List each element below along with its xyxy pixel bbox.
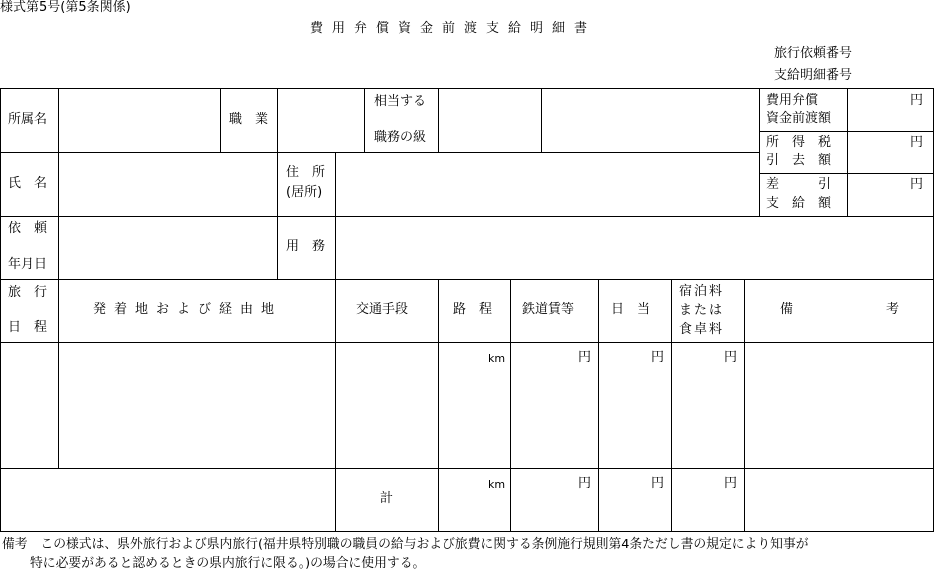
net-amount-field[interactable] bbox=[849, 175, 931, 215]
total-lodging-yen-unit: 円 bbox=[724, 476, 738, 491]
business-field[interactable] bbox=[337, 218, 931, 278]
remarks-header-b: 考 bbox=[886, 302, 900, 317]
rail-fare-header: 鉄道賃等 bbox=[522, 302, 575, 317]
lodging-header-2: または bbox=[679, 303, 725, 318]
duty-grade-extra-field[interactable] bbox=[543, 90, 757, 150]
rail-fare-yen-unit: 円 bbox=[578, 350, 592, 365]
form-title: 費用弁償資金前渡支給明細書 bbox=[310, 21, 597, 36]
address-label-1: 住 所 bbox=[286, 165, 326, 180]
advance-amount-field[interactable] bbox=[849, 90, 931, 130]
itinerary-schedule-field[interactable] bbox=[2, 344, 57, 467]
total-label: 計 bbox=[380, 491, 394, 506]
advance-amount-label-1: 費用弁償 bbox=[766, 93, 819, 108]
request-date-label-2: 年月日 bbox=[8, 257, 48, 272]
tax-label-2: 引 去 額 bbox=[766, 153, 832, 168]
department-label: 所属名 bbox=[8, 112, 48, 127]
payment-number-label: 支給明細番号 bbox=[774, 68, 853, 83]
tax-yen-unit: 円 bbox=[910, 135, 924, 150]
advance-amount-label-2: 資金前渡額 bbox=[766, 111, 832, 126]
itinerary-label-2: 日 程 bbox=[8, 320, 48, 335]
transport-header: 交通手段 bbox=[356, 302, 409, 317]
equivalent-label: 相当する bbox=[374, 94, 427, 109]
distance-km-unit: km bbox=[488, 352, 506, 365]
total-rail-yen-unit: 円 bbox=[578, 476, 592, 491]
address-label-2: (居所) bbox=[286, 185, 323, 200]
tax-amount-field[interactable] bbox=[849, 133, 931, 172]
daily-yen-unit: 円 bbox=[651, 350, 665, 365]
duty-grade-label: 職務の級 bbox=[374, 130, 427, 145]
total-rail-fare-field[interactable] bbox=[512, 492, 597, 530]
rail-fare-field[interactable] bbox=[512, 366, 597, 466]
distance-header: 路 程 bbox=[453, 302, 493, 317]
business-label: 用 務 bbox=[286, 239, 326, 254]
route-header: 発着地および経由地 bbox=[93, 302, 283, 317]
net-yen-unit: 円 bbox=[910, 177, 924, 192]
lodging-field[interactable] bbox=[673, 366, 743, 466]
net-label-2: 支 給 額 bbox=[766, 196, 832, 211]
form-number: 様式第5号(第5条関係) bbox=[0, 0, 131, 15]
request-date-label-1: 依 頼 bbox=[8, 221, 48, 236]
net-label-1: 差 引 bbox=[766, 177, 832, 192]
name-label: 氏 名 bbox=[8, 176, 48, 191]
total-lodging-field[interactable] bbox=[673, 492, 743, 530]
remarks-header-a: 備 bbox=[780, 302, 794, 317]
itinerary-label-1: 旅 行 bbox=[8, 285, 48, 300]
occupation-label: 職 業 bbox=[229, 112, 269, 127]
tax-label-1: 所 得 税 bbox=[766, 135, 832, 150]
lodging-yen-unit: 円 bbox=[724, 350, 738, 365]
address-field[interactable] bbox=[337, 154, 757, 214]
total-daily-field[interactable] bbox=[600, 492, 670, 530]
total-distance-km-unit: km bbox=[488, 478, 506, 491]
department-field[interactable] bbox=[60, 90, 218, 150]
daily-allowance-field[interactable] bbox=[600, 366, 670, 466]
footer-note-line-1: 備考 この様式は、県外旅行および県内旅行(福井県特別職の職員の給与および旅費に関する条例施行規則第4条ただし書の規定により知事が bbox=[2, 537, 809, 552]
daily-allowance-header: 日 当 bbox=[611, 302, 651, 317]
request-number-label: 旅行依頼番号 bbox=[774, 46, 853, 61]
lodging-header-3: 食卓料 bbox=[679, 322, 725, 337]
total-daily-yen-unit: 円 bbox=[651, 476, 665, 491]
footer-note-line-2: 特に必要があると認めるときの県内旅行に限る。)の場合に使用する。 bbox=[30, 556, 426, 571]
lodging-header-1: 宿泊料 bbox=[679, 284, 725, 299]
transport-field[interactable] bbox=[337, 344, 437, 467]
total-remarks-field[interactable] bbox=[746, 470, 931, 530]
total-distance-field[interactable] bbox=[440, 492, 509, 530]
occupation-field[interactable] bbox=[279, 90, 362, 150]
request-date-field[interactable] bbox=[60, 218, 275, 278]
duty-grade-field[interactable] bbox=[440, 90, 539, 150]
route-field[interactable] bbox=[60, 344, 334, 467]
name-field[interactable] bbox=[60, 154, 275, 214]
remarks-field[interactable] bbox=[746, 344, 931, 467]
advance-yen-unit: 円 bbox=[910, 93, 924, 108]
distance-field[interactable] bbox=[440, 366, 509, 466]
